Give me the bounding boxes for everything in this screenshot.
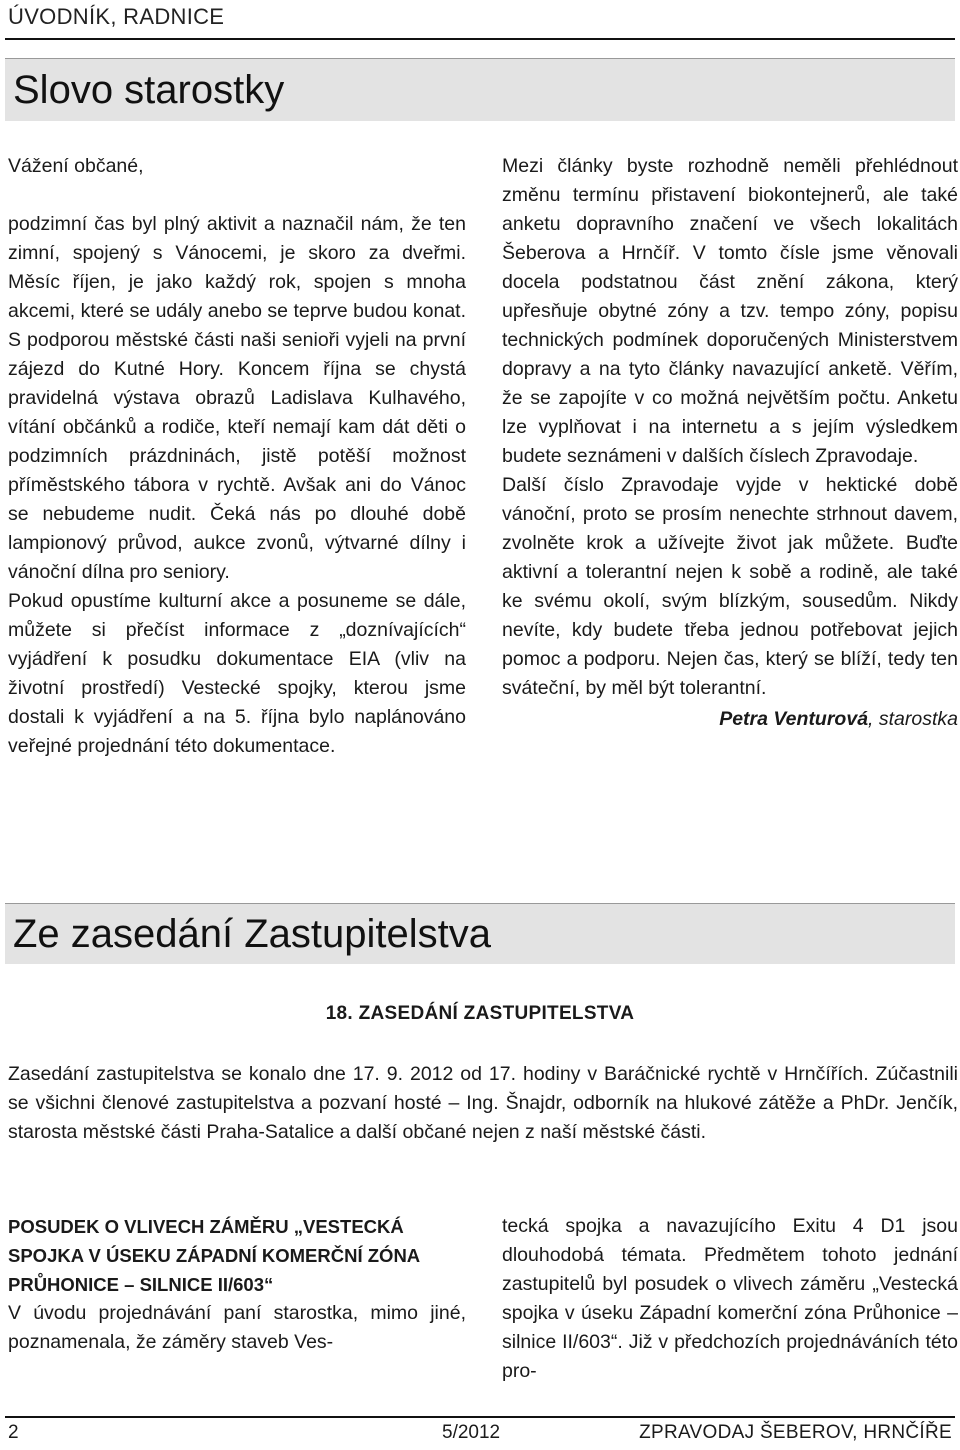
article-title: Slovo starostky [13,68,285,112]
section-heading: POSUDEK O VLIVECH ZÁMĚRU „VESTECKÁ SPOJKA V ÚSEKU ZÁPADNÍ KOMERČNÍ ZÓNA PRŮHONICE – SILNICE II/603“ [8,1216,420,1295]
article1-paragraph: podzimní čas byl plný aktivit a naznačil nám, že ten zimní, spojený s Vánocemi, je skoro za dveřmi. Měsíc říjen, je jako každý rok, spojen s mnoha akcemi, které se udály anebo se teprve budou konat. S podporou městské části naši senioři vyjeli na první zájezd do Kutné Hory. Koncem října se chystá pravidelná výstava obrazů Ladislava Kulhavého, vítání občánků a rodiče, kteří nemají kam dát děti o podzimních prázdninách, jistě potěší možnost příměstského tábora v rychtě. Avšak ani do Vánoc se nebudeme nudit. Čeká nás po dlouhé době lampionový průvod, aukce zvonů, výtvarné dílny i vánoční dílna pro seniory. [8,213,466,583]
signature [502,705,958,734]
greeting: Vážení občané, [8,155,144,177]
page-footer [5,1416,955,1450]
issue-number: 5/2012 [442,1422,501,1443]
article2-right-column [502,1212,958,1386]
top-rule [5,38,955,40]
article-title-band [5,903,955,964]
article-title: Ze zasedání Zastupitelstva [13,912,492,956]
article1-paragraph: Další číslo Zpravodaje vyjde v hektické době vánoční, proto se prosím nenechte strhnout davem, zvolněte krok a užívejte život jak můžete. Buďte aktivní a tolerantní nejen k sobě a rodině, ale také ke svému okolí, svým blízkým, sousedům. Nikdy nevíte, kdy budete třeba jednou potřebovat jejich pomoc a podporu. Nejen čas, který se blíží, tedy ten sváteční, by měl být tolerantní. [502,474,958,699]
article2-paragraph: tecká spojka a navazujícího Exitu 4 D1 jsou dlouhodobá témata. Předmětem tohoto jednání zastupitelů byl posudek o vlivech záměru „Vestecká spojka v úseku Západní komerční zóna Průhonice – silnice II/603“. Již v předchozích projednáváních této pro- [502,1215,958,1382]
article1-paragraph: Mezi články byste rozhodně neměli přehlédnout změnu termínu přistavení biokontejnerů, ale také anketu dopravního značení ve všech lokalitách Šeberova a Hrnčíř. V tomto čísle jsme věnovali docela podstatnou část znění zákona, který upřesňuje obytné zóny a tzv. tempo zóny, popisu technických podmínek doporučených Ministerstvem dopravy a na tyto články navazující anketě. Věřím, že se zapojíte v co možná největším počtu. Anketu lze vyplňovat i na internetu a s jejím výsledkem budete seznámeni v dalších číslech Zpravodaje. [502,155,958,467]
publication-name: ZPRAVODAJ ŠEBEROV, HRNČÍŘE [639,1422,952,1443]
page-number: 2 [8,1422,19,1443]
article2-paragraph: V úvodu projednávání paní starostka, mimo jiné, poznamenala, že záměry staveb Ves- [8,1302,466,1353]
article1-paragraph: Pokud opustíme kulturní akce a posuneme se dále, můžete si přečíst informace z „doznívajících“ vyjádření k posudku dokumentace EIA (vliv na životní prostředí) Vestecké spojky, kterou jsme dostali k vyjádření a na 5. října bylo naplánováno veřejné projednání této dokumentace. [8,590,466,757]
signature-name: Petra Venturová [719,708,869,730]
signature-role: , starostka [868,708,958,730]
section-label: ÚVODNÍK, RADNICE [8,4,225,29]
article2-left-column [8,1212,466,1357]
article-title-band [5,58,955,121]
article1-left-column [8,152,466,761]
meeting-intro: Zasedání zastupitelstva se konalo dne 17. 9. 2012 od 17. hodiny v Baráčnické rychtě v Hrnčířích. Zúčastnili se všichni členové zastupitelstva a pozvaní hosté – Ing. Šnajdr, odborník na hlukové zátěže a PhDr. Jenčík, starosta městské části Praha-Satalice a další občané nejen z naší městské části. [8,1063,958,1143]
article1-right-column [502,152,958,734]
meeting-subtitle: 18. ZASEDÁNÍ ZASTUPITELSTVA [325,1003,635,1024]
